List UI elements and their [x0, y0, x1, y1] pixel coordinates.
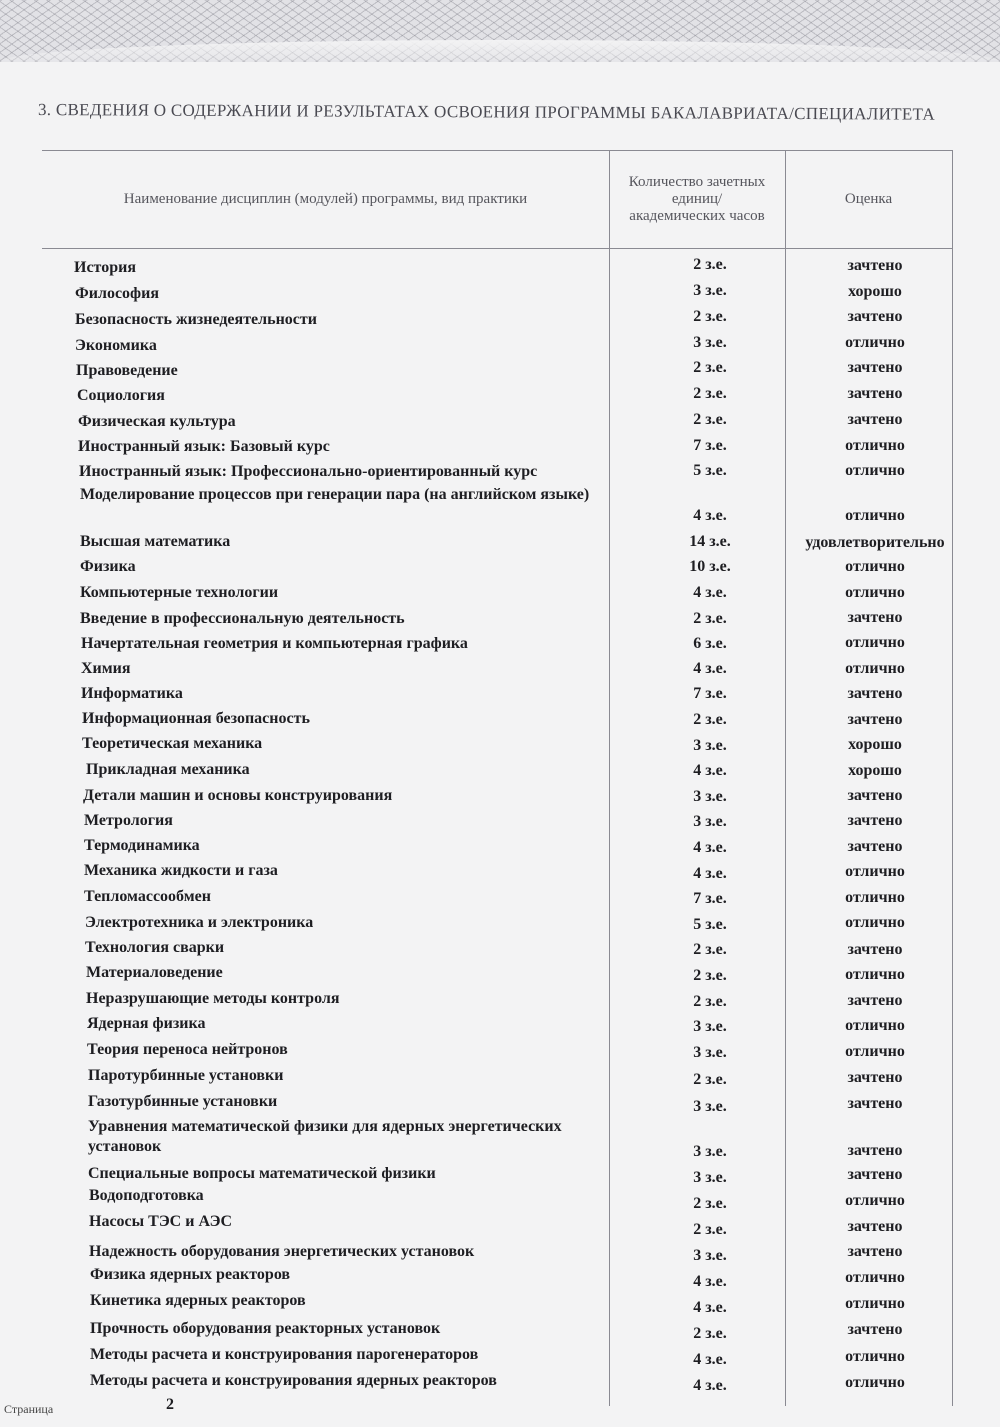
credit-units: 4 з.е. [693, 762, 727, 779]
credit-units: 4 з.е. [693, 584, 727, 601]
grade: зачтено [847, 359, 903, 376]
discipline-name: Электротехника и электроника [85, 914, 314, 931]
grade: отлично [845, 558, 905, 575]
grade: отлично [845, 1269, 905, 1286]
credit-units: 2 з.е. [693, 411, 727, 428]
grade: отлично [845, 1295, 905, 1312]
grade: отлично [845, 863, 905, 880]
grade: отлично [845, 437, 905, 454]
grade: хорошо [848, 736, 902, 753]
credit-units: 3 з.е. [693, 1169, 727, 1186]
discipline-name: Физика ядерных реакторов [90, 1266, 291, 1283]
credit-units: 2 з.е. [693, 1221, 727, 1238]
grade: отлично [845, 1017, 905, 1034]
discipline-name: Теория переноса нейтронов [87, 1041, 288, 1058]
grade: зачтено [847, 411, 903, 428]
discipline-name: Компьютерные технологии [80, 584, 279, 601]
grade: отлично [845, 584, 905, 601]
credit-units: 2 з.е. [693, 1195, 727, 1212]
grade: отлично [845, 507, 905, 524]
discipline-name: Кинетика ядерных реакторов [90, 1292, 306, 1309]
discipline-name: Уравнения математической физики для ядерных энергетических установок [88, 1118, 562, 1155]
credit-units: 3 з.е. [693, 813, 727, 830]
grade: отлично [845, 1043, 905, 1060]
grade: зачтено [847, 1321, 903, 1338]
discipline-name: Введение в профессиональную деятельность [80, 610, 405, 627]
discipline-name: Иностранный язык: Базовый курс [78, 438, 330, 455]
discipline-name: Прочность оборудования реакторных установок [90, 1320, 441, 1337]
discipline-name: Экономика [75, 337, 157, 354]
discipline-name: Механика жидкости и газа [84, 862, 278, 879]
discipline-name: Высшая математика [80, 533, 231, 550]
grade: зачтено [847, 1243, 903, 1260]
grade: хорошо [848, 762, 902, 779]
grade: отлично [845, 914, 905, 931]
grade: отлично [845, 462, 905, 479]
credit-units: 2 з.е. [693, 1325, 727, 1342]
credit-units: 4 з.е. [693, 507, 727, 524]
credit-units: 3 з.е. [693, 1247, 727, 1264]
discipline-name: Моделирование процессов при генерации пара (на английском языке) [80, 486, 590, 503]
grade: отлично [845, 660, 905, 677]
discipline-name: Прикладная механика [86, 761, 250, 778]
credit-units: 7 з.е. [693, 685, 727, 702]
credit-units: 7 з.е. [693, 437, 727, 454]
discipline-name: Материаловедение [86, 964, 223, 981]
discipline-name: Теоретическая механика [82, 735, 263, 752]
discipline-name: Надежность оборудования энергетических установок [89, 1243, 475, 1260]
grade: зачтено [847, 711, 903, 728]
discipline-name: Детали машин и основы конструирования [83, 787, 393, 804]
credit-units: 2 з.е. [693, 967, 727, 984]
grade: отлично [845, 1348, 905, 1365]
discipline-name: Социология [77, 387, 165, 404]
credit-units: 2 з.е. [693, 610, 727, 627]
discipline-name: Физика [80, 558, 136, 575]
credit-units: 14 з.е. [689, 533, 731, 550]
header-name: Наименование дисциплин (модулей) программы, вид практики [123, 191, 528, 207]
credit-units: 5 з.е. [693, 462, 727, 479]
grade: зачтено [847, 257, 903, 274]
credit-units: 4 з.е. [693, 1299, 727, 1316]
discipline-name: Паротурбинные установки [88, 1067, 284, 1084]
grade: отлично [845, 334, 905, 351]
grade: зачтено [847, 812, 903, 829]
credit-units: 3 з.е. [693, 282, 727, 299]
discipline-name: Ядерная физика [87, 1015, 206, 1032]
grade: отлично [845, 634, 905, 651]
grade: зачтено [847, 787, 903, 804]
grade: отлично [845, 966, 905, 983]
credit-units: 7 з.е. [693, 890, 727, 907]
credit-units: 3 з.е. [693, 1018, 727, 1035]
credit-units: 4 з.е. [693, 865, 727, 882]
credit-units: 2 з.е. [693, 359, 727, 376]
credit-units: 4 з.е. [693, 660, 727, 677]
grade: зачтено [847, 941, 903, 958]
page-label: Страница [4, 1402, 54, 1416]
discipline-name: История [74, 259, 136, 276]
grade: зачтено [847, 685, 903, 702]
credit-units: 2 з.е. [693, 1071, 727, 1088]
credit-units: 3 з.е. [693, 788, 727, 805]
discipline-name: Метрология [84, 812, 173, 829]
grade: зачтено [847, 1218, 903, 1235]
credit-units: 4 з.е. [693, 1351, 727, 1368]
grade: отлично [845, 1374, 905, 1391]
credit-units: 4 з.е. [693, 839, 727, 856]
grade: зачтено [847, 1166, 903, 1183]
credit-units: 3 з.е. [693, 1044, 727, 1061]
grade: зачтено [847, 838, 903, 855]
credit-units: 2 з.е. [693, 993, 727, 1010]
credit-units: 3 з.е. [693, 1098, 727, 1115]
credit-units: 2 з.е. [693, 256, 727, 273]
discipline-name: Информатика [81, 685, 183, 702]
grade: зачтено [847, 1142, 903, 1159]
discipline-name: Методы расчета и конструирования ядерных реакторов [90, 1372, 497, 1389]
discipline-name: Газотурбинные установки [88, 1093, 278, 1110]
discipline-name: Технология сварки [85, 939, 225, 956]
credit-units: 2 з.е. [693, 941, 727, 958]
credit-units: 4 з.е. [693, 1377, 727, 1394]
discipline-name: Философия [75, 285, 159, 302]
grade: отлично [845, 889, 905, 906]
grade: зачтено [847, 308, 903, 325]
discipline-name: Термодинамика [84, 837, 200, 854]
grade: зачтено [847, 1069, 903, 1086]
discipline-name: Специальные вопросы математической физики [88, 1165, 436, 1182]
discipline-name: Водоподготовка [89, 1187, 204, 1204]
grade: хорошо [848, 283, 902, 300]
header-grade: Оценка [844, 191, 893, 207]
discipline-name: Информационная безопасность [82, 710, 310, 727]
discipline-name: Начертательная геометрия и компьютерная графика [81, 635, 468, 652]
discipline-name: Физическая культура [78, 413, 236, 430]
section-title: 3. СВЕДЕНИЯ О СОДЕРЖАНИИ И РЕЗУЛЬТАТАХ ОСВОЕНИЯ ПРОГРАММЫ БАКАЛАВРИАТА/СПЕЦИАЛИТЕТА [37, 100, 936, 124]
discipline-name: Насосы ТЭС и АЭС [89, 1213, 232, 1230]
discipline-name: Химия [81, 660, 131, 677]
discipline-name: Иностранный язык: Профессионально-ориентированный курс [79, 463, 538, 480]
grade: зачтено [847, 609, 903, 626]
grade: зачтено [847, 385, 903, 402]
credit-units: 10 з.е. [689, 558, 731, 575]
discipline-name: Неразрушающие методы контроля [86, 990, 340, 1007]
credit-units: 3 з.е. [693, 1143, 727, 1160]
discipline-name: Методы расчета и конструирования парогенераторов [90, 1346, 479, 1363]
grade: удовлетворительно [805, 534, 945, 551]
credit-units: 4 з.е. [693, 1273, 727, 1290]
credit-units: 6 з.е. [693, 635, 727, 652]
discipline-name: Безопасность жизнедеятельности [75, 311, 317, 328]
page-number: 2 [166, 1396, 174, 1413]
credit-units: 3 з.е. [693, 334, 727, 351]
discipline-name: Правоведение [76, 362, 178, 379]
credit-units: 2 з.е. [693, 711, 727, 728]
grade: отлично [845, 1192, 905, 1209]
grade: зачтено [847, 992, 903, 1009]
credit-units: 2 з.е. [693, 385, 727, 402]
header-units: Количество зачетных единиц/ академических часов [628, 174, 766, 224]
credit-units: 2 з.е. [693, 308, 727, 325]
grade: зачтено [847, 1095, 903, 1112]
discipline-name: Тепломассообмен [84, 888, 211, 905]
credit-units: 5 з.е. [693, 916, 727, 933]
credit-units: 3 з.е. [693, 737, 727, 754]
